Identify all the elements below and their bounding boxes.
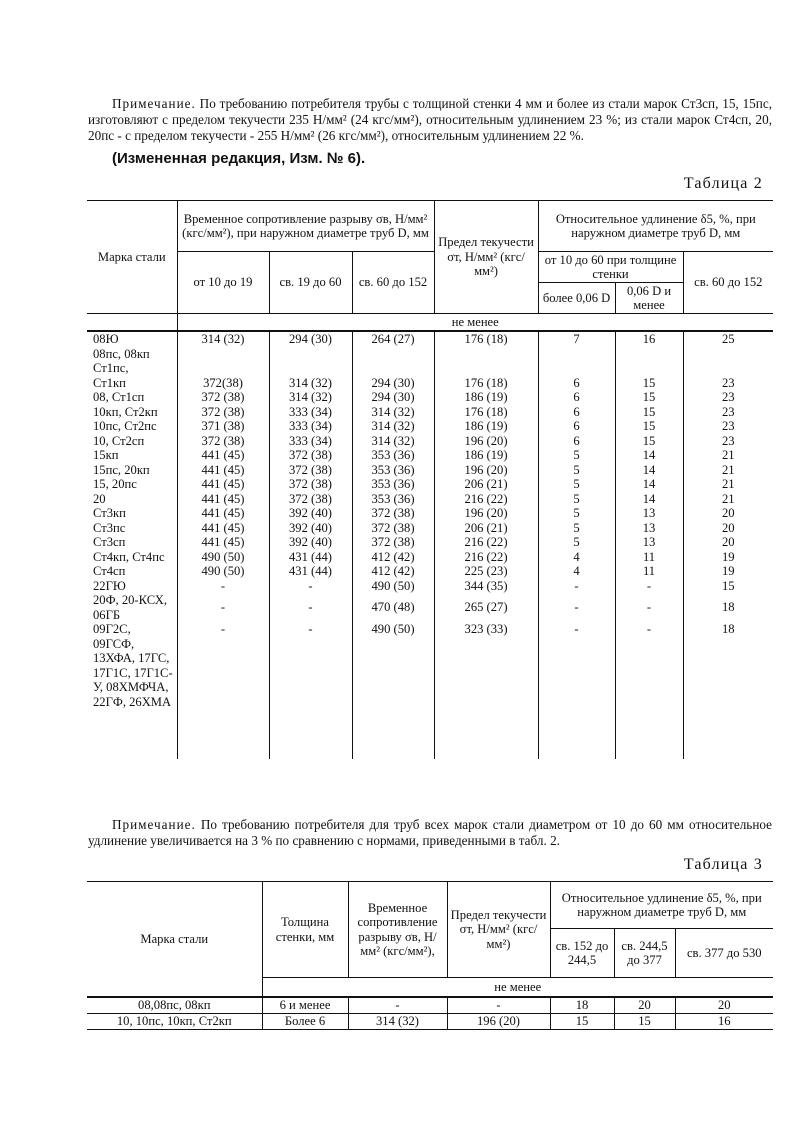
cell-grade: Ст3пс [93,520,126,535]
cell-elong-1 [538,347,615,362]
header-tensile-col-3: св. 60 до 152 [352,252,434,314]
cell-tensile-2: 372 (38) [269,463,352,478]
cell-tensile-2: 392 (40) [269,535,352,550]
table-row [87,347,773,362]
header-grade: Марка стали [87,882,262,998]
cell-grade: 20 [93,491,106,506]
cell-elong-3: 21 [683,477,773,492]
cell-tensile-2: - [269,622,352,759]
cell-elong-2: 15 [614,1014,675,1030]
cell-tensile-3 [352,347,434,362]
cell-elong-1: 5 [538,506,615,521]
cell-tensile-3: 353 (36) [352,463,434,478]
cell-elong-2: 11 [615,550,683,565]
table-2-caption: Таблица 2 [683,175,763,192]
cell-tensile-2 [269,347,352,362]
cell-elong-2: - [615,593,683,622]
cell-tensile-1: 314 (32) [177,331,269,347]
cell-elong-1 [538,361,615,376]
cell-tensile-3: 412 (42) [352,550,434,565]
cell-grade: 10пс, Ст2пс [93,419,157,433]
header-elongation-col-2: св. 244,5 до 377 [614,929,675,978]
cell-yield: 323 (33) [434,622,538,759]
cell-tensile-3: 294 (30) [352,376,434,391]
header-tensile-col-1: от 10 до 19 [177,252,269,314]
table-3-caption: Таблица 3 [683,856,763,873]
cell-grade: 08пс, 08кп [93,346,150,361]
cell-elong-3: 16 [675,1014,773,1030]
header-grade: Марка стали [87,201,177,314]
table-row [87,579,773,594]
cell-tensile-2: 392 (40) [269,521,352,536]
table-row [87,477,773,492]
cell-yield: 186 (19) [434,448,538,463]
cell-elong-1: 6 [538,434,615,449]
cell-yield [434,361,538,376]
cell-elong-3: 20 [683,506,773,521]
cell-grade: 15пс, 20кп [93,462,150,477]
cell-yield: 196 (20) [434,434,538,449]
cell-grade: Ст3сп [93,535,126,549]
cell-grade: Ст3кп [93,506,126,520]
cell-elong-3: 15 [683,579,773,594]
cell-grade: Ст4сп [93,564,126,578]
cell-tensile-3: 470 (48) [352,593,434,622]
cell-yield: 196 (20) [447,1014,550,1030]
cell-elong-2: 14 [615,492,683,507]
cell-yield: 265 (27) [434,593,538,622]
cell-tensile-3: 412 (42) [352,564,434,579]
cell-thickness: Более 6 [262,1014,348,1030]
cell-yield: - [447,997,550,1014]
header-thickness: Толщина стенки, мм [262,882,348,978]
header-tensile-group: Временное сопротивление разрыву σв, Н/мм² (кгс/мм²), при наружном диаметре труб D, мм [177,201,434,252]
cell-grade: 10, 10пс, 10кп, Ст2кп [87,1014,262,1030]
note-label: Примечание. [112,817,196,832]
cell-elong-2: 13 [615,506,683,521]
cell-elong-1: - [538,593,615,622]
cell-grade: 22ГЮ [93,578,126,593]
cell-tensile-2: - [269,579,352,594]
cell-tensile-2: 372 (38) [269,448,352,463]
header-tensile: Временное сопротивление разрыву σв, Н/мм² (кгс/мм²), [348,882,447,978]
cell-elong-3: 19 [683,550,773,565]
cell-elong-1: 18 [550,997,614,1014]
cell-tensile-2: 333 (34) [269,434,352,449]
table-row [87,593,773,622]
cell-elong-3: 18 [683,593,773,622]
cell-elong-2: 14 [615,448,683,463]
cell-tensile-1: 372 (38) [177,434,269,449]
cell-elong-3: 21 [683,448,773,463]
cell-yield: 186 (19) [434,390,538,405]
cell-yield: 196 (20) [434,463,538,478]
cell-elong-1: 5 [538,521,615,536]
table-row [87,419,773,434]
note-paragraph-1 [88,96,772,144]
cell-yield: 206 (21) [434,521,538,536]
cell-tensile-3: 372 (38) [352,535,434,550]
cell-tensile-3: 372 (38) [352,521,434,536]
cell-tensile-1: 490 (50) [177,550,269,565]
cell-tensile-3: 314 (32) [352,419,434,434]
cell-grade: 08Ю [87,331,177,347]
cell-grade: 08,08пс, 08кп [87,997,262,1014]
cell-yield: 176 (18) [434,331,538,347]
note-label: Примечание. [112,96,196,111]
cell-tensile-2: 294 (30) [269,331,352,347]
header-elongation-col-1: более 0,06 D [538,283,615,314]
header-elongation-col-2: 0,06 D и менее [615,283,683,314]
cell-yield: 344 (35) [434,579,538,594]
table-row [87,997,773,1014]
cell-elong-3: 23 [683,405,773,420]
cell-grade: Ст1кп [93,375,126,390]
cell-yield: 225 (23) [434,564,538,579]
cell-tensile-1 [177,347,269,362]
table-row [87,361,773,376]
cell-elong-1: 6 [538,419,615,434]
cell-elong-1: 5 [538,463,615,478]
cell-tensile-2: 372 (38) [269,492,352,507]
cell-tensile-2: 314 (32) [269,390,352,405]
header-yield: Предел текучести σт, Н/мм² (кгс/мм²) [447,882,550,978]
cell-tensile-1: - [177,622,269,759]
cell-elong-2: 15 [615,390,683,405]
cell-tensile-3: 353 (36) [352,477,434,492]
cell-tensile-1: 441 (45) [177,521,269,536]
cell-elong-3: 20 [675,997,773,1014]
cell-tensile-3: 314 (32) [352,405,434,420]
table-row [87,535,773,550]
cell-grade: 10, Ст2сп [93,433,145,448]
table-3 [87,881,773,1030]
cell-elong-1: - [538,622,615,759]
cell-yield: 196 (20) [434,506,538,521]
cell-grade: 15кп [93,448,119,462]
table-row [87,492,773,507]
cell-elong-3: 19 [683,564,773,579]
table-row [87,376,773,391]
cell-elong-3: 18 [683,622,773,759]
cell-tensile-2 [269,361,352,376]
cell-tensile-1: - [177,579,269,594]
cell-elong-2: 11 [615,564,683,579]
cell-elong-1: - [538,579,615,594]
cell-yield: 206 (21) [434,477,538,492]
cell-elong-3: 20 [683,535,773,550]
header-elongation-last: св. 60 до 152 [683,252,773,314]
cell-grade: 09Г2С, 09ГСФ, 13ХФА, 17ГС, 17Г1С, 17Г1С-У, 08ХМФЧА, 22ГФ, 26ХМА [93,622,173,709]
cell-grade: 08, Ст1сп [93,390,145,404]
table-row [87,331,773,347]
cell-elong-2: 15 [615,376,683,391]
cell-tensile-1 [177,361,269,376]
cell-elong-2 [615,361,683,376]
cell-elong-2: - [615,622,683,759]
cell-tensile-3: 490 (50) [352,622,434,759]
cell-tensile-2: 333 (34) [269,405,352,420]
cell-elong-3: 23 [683,434,773,449]
cell-elong-3 [683,361,773,376]
table-row [87,434,773,449]
cell-tensile-1: 441 (45) [177,448,269,463]
table-row [87,506,773,521]
cell-tensile-1: 372(38) [177,376,269,391]
cell-yield: 216 (22) [434,492,538,507]
note-text: По требованию потребителя для труб всех марок стали диаметром от 10 до 60 мм относительное удлинение увеличивается на 3 % по сравнению с нормами, приведенными в табл. 2. [88,817,772,848]
cell-tensile-2: 392 (40) [269,506,352,521]
cell-yield: 176 (18) [434,405,538,420]
cell-elong-1: 5 [538,492,615,507]
cell-tensile-2: - [269,593,352,622]
cell-elong-2: - [615,579,683,594]
cell-elong-2: 13 [615,521,683,536]
cell-tensile-3 [352,361,434,376]
cell-elong-1: 6 [538,405,615,420]
cell-elong-2: 13 [615,535,683,550]
table-row [87,463,773,478]
cell-tensile-2: 333 (34) [269,419,352,434]
table-row [87,448,773,463]
cell-tensile-1: 441 (45) [177,477,269,492]
amendment-note: (Измененная редакция, Изм. № 6). [112,150,366,167]
cell-yield: 216 (22) [434,535,538,550]
cell-elong-2: 15 [615,434,683,449]
cell-elong-1: 15 [550,1014,614,1030]
cell-thickness: 6 и менее [262,997,348,1014]
table-row [87,1014,773,1030]
cell-elong-2: 20 [614,997,675,1014]
note-paragraph-2 [88,817,772,849]
cell-elong-3: 21 [683,463,773,478]
cell-tensile-1: 441 (45) [177,463,269,478]
cell-tensile-1: 372 (38) [177,405,269,420]
cell-grade: Ст4кп, Ст4пс [93,549,165,564]
cell-elong-1: 5 [538,535,615,550]
cell-tensile-1: 441 (45) [177,492,269,507]
cell-elong-1: 5 [538,448,615,463]
cell-tensile-3: 353 (36) [352,492,434,507]
table-row [87,550,773,565]
cell-elong-2: 14 [615,463,683,478]
cell-elong-3: 21 [683,492,773,507]
header-elongation-group: Относительное удлинение δ5, %, при наружном диаметре труб D, мм [538,201,773,252]
cell-elong-1: 7 [538,331,615,347]
header-elongation-sub: от 10 до 60 при толщине стенки [538,252,683,283]
cell-elong-1: 6 [538,376,615,391]
cell-yield: 176 (18) [434,376,538,391]
header-not-less: не менее [177,314,773,332]
cell-tensile-1: 441 (45) [177,506,269,521]
cell-tensile-3: 372 (38) [352,506,434,521]
cell-elong-3: 25 [683,331,773,347]
cell-tensile-3: 314 (32) [352,434,434,449]
cell-tensile-3: 353 (36) [352,448,434,463]
cell-elong-1: 6 [538,390,615,405]
header-tensile-col-2: св. 19 до 60 [269,252,352,314]
table-row [87,622,773,759]
cell-elong-1: 5 [538,477,615,492]
header-elongation-col-3: св. 377 до 530 [675,929,773,978]
table-2 [87,200,773,759]
cell-elong-2: 16 [615,331,683,347]
header-elongation-col-1: св. 152 до 244,5 [550,929,614,978]
cell-elong-3: 23 [683,419,773,434]
table-row [87,564,773,579]
cell-yield [434,347,538,362]
cell-elong-3: 23 [683,376,773,391]
cell-tensile-2: 314 (32) [269,376,352,391]
cell-tensile-1: 372 (38) [177,390,269,405]
cell-grade: 10кп, Ст2кп [93,404,158,419]
cell-elong-3: 20 [683,521,773,536]
table-row [87,521,773,536]
cell-tensile: - [348,997,447,1014]
cell-elong-3: 23 [683,390,773,405]
cell-elong-1: 4 [538,550,615,565]
cell-elong-3 [683,347,773,362]
header-yield: Предел текучести σт, Н/мм² (кгс/мм²) [434,201,538,314]
cell-tensile-1: - [177,593,269,622]
cell-grade: 15, 20пс [93,477,137,491]
note-text: По требованию потребителя трубы с толщиной стенки 4 мм и более из стали марок Ст3сп, 15, 15пс, изготовляют с пределом текучести 235 Н/мм² (24 кгс/мм²), относительным удлинением 23 %; из стали марок Ст4сп, 20, 20пс - с пределом текучести - 255 Н/мм² (26 кгс/мм²), относительным удлинением 22 %. [88,96,772,143]
cell-tensile-1: 441 (45) [177,535,269,550]
cell-yield: 186 (19) [434,419,538,434]
table-row [87,390,773,405]
cell-grade: 20Ф, 20-КСХ, 06ГБ [93,593,168,622]
cell-yield: 216 (22) [434,550,538,565]
cell-elong-1: 4 [538,564,615,579]
cell-tensile-3: 264 (27) [352,331,434,347]
cell-grade: Ст1пс, [93,361,129,375]
cell-tensile: 314 (32) [348,1014,447,1030]
cell-elong-2: 15 [615,405,683,420]
header-elongation-group: Относительное удлинение δ5, %, при наружном диаметре труб D, мм [550,882,773,929]
cell-tensile-1: 371 (38) [177,419,269,434]
cell-tensile-1: 490 (50) [177,564,269,579]
cell-tensile-2: 431 (44) [269,564,352,579]
cell-elong-2: 14 [615,477,683,492]
table-row [87,405,773,420]
cell-tensile-2: 431 (44) [269,550,352,565]
header-not-less: не менее [262,978,773,998]
cell-elong-2: 15 [615,419,683,434]
cell-tensile-2: 372 (38) [269,477,352,492]
cell-elong-2 [615,347,683,362]
cell-tensile-3: 294 (30) [352,390,434,405]
cell-tensile-3: 490 (50) [352,579,434,594]
